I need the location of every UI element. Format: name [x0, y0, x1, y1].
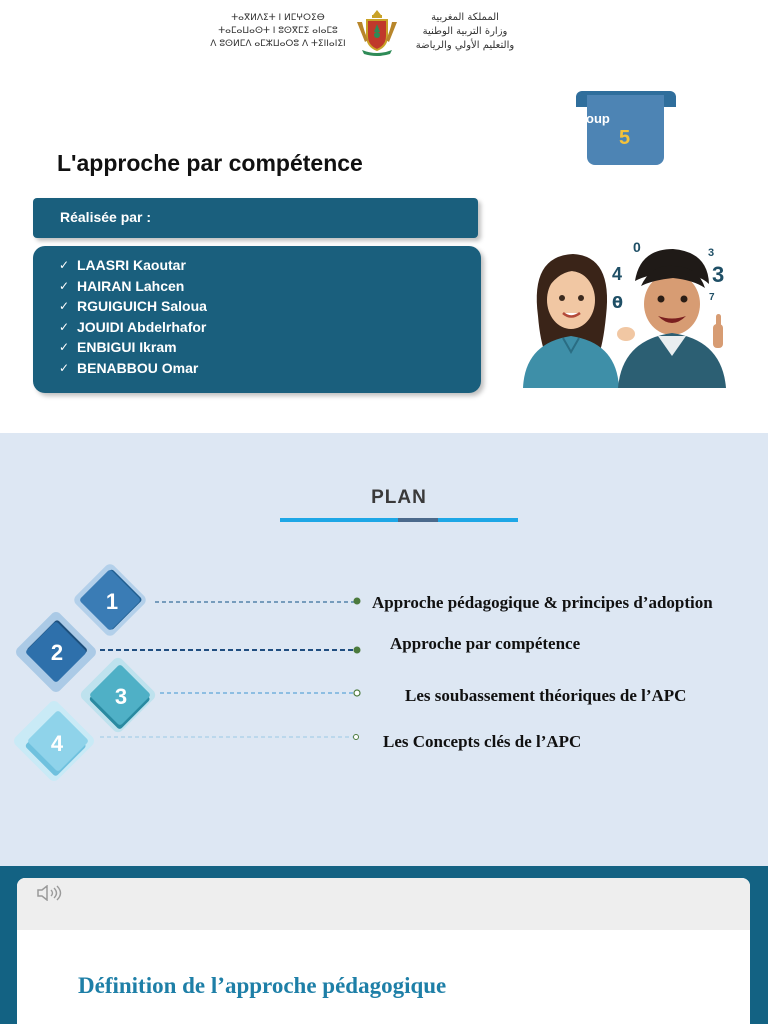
- speaker-muted-icon[interactable]: [36, 885, 62, 901]
- diamond-number: 1: [105, 589, 119, 614]
- coat-of-arms-icon: [354, 8, 400, 56]
- member-item: [59, 337, 207, 358]
- member-name: BENABBOU Omar: [77, 359, 199, 376]
- check-icon: ✓: [59, 340, 70, 355]
- plan-item-3: Les soubassement théoriques de l’APC: [405, 686, 687, 705]
- check-icon: ✓: [59, 258, 70, 273]
- plan-diamond-2: [14, 610, 99, 695]
- member-name: HAIRAN Lahcen: [77, 277, 185, 294]
- member-name: JOUIDI Abdelrhafor: [77, 318, 207, 335]
- member-item: [59, 296, 207, 317]
- arabic-header-text: [400, 11, 530, 53]
- ministry-header: [200, 8, 530, 58]
- arabic-line: وزارة التربية الوطنية: [422, 26, 508, 37]
- member-item: [59, 255, 207, 276]
- leader-dot: [354, 598, 361, 605]
- check-icon: ✓: [59, 299, 70, 314]
- member-name: ENBIGUI Ikram: [77, 339, 177, 356]
- tifinagh-line: ⵜⴰⵎⴰⵡⴰⵙⵜ ⵏ ⵓⵙⴳⵎⵉ ⴰⵏⴰⵎⵓ: [218, 26, 338, 36]
- plan-diamonds: [0, 553, 370, 793]
- diamond-number: 4: [50, 731, 64, 756]
- plan-diamond-3: [78, 655, 157, 734]
- group-number: 5: [619, 127, 631, 149]
- leader-dot: [354, 735, 359, 740]
- illustration-number: 4: [612, 264, 623, 284]
- plan-diamond-4: [12, 699, 97, 784]
- leader-dot: [354, 647, 361, 654]
- group-label: oup: [586, 111, 610, 126]
- card-toolbar: [17, 878, 750, 930]
- members-list: [59, 255, 207, 378]
- member-name: LAASRI Kaoutar: [77, 257, 186, 274]
- check-icon: ✓: [59, 278, 70, 293]
- slide-plan: [0, 433, 768, 866]
- member-name: RGUIGUICH Saloua: [77, 298, 207, 315]
- member-item: [59, 358, 207, 379]
- arabic-line: والتعليم الأولي والرياضة: [415, 40, 515, 51]
- tifinagh-line: ⵜⴰⴳⵍⴷⵉⵜ ⵏ ⵍⵎⵖⵔⵉⴱ: [231, 13, 325, 23]
- plan-item-2: Approche par compétence: [390, 634, 581, 653]
- definition-card: [17, 878, 750, 1024]
- plan-underline: [280, 518, 518, 522]
- leader-dot: [354, 690, 360, 696]
- definition-title: Définition de l’approche pédagogique: [78, 973, 447, 998]
- presentation-title: L'approche par compétence: [57, 150, 363, 176]
- slide-title-page: [0, 0, 768, 433]
- plan-item-4: Les Concepts clés de l’APC: [383, 732, 582, 751]
- group-tag: [576, 91, 676, 165]
- diamond-number: 3: [114, 684, 128, 709]
- illustration-number: 3: [712, 262, 725, 287]
- diamond-number: 2: [50, 640, 64, 665]
- check-icon: ✓: [59, 360, 70, 375]
- realisee-par-bar: [33, 198, 478, 238]
- member-item: [59, 317, 207, 338]
- plan-diamond-1: [72, 562, 148, 638]
- check-icon: ✓: [59, 319, 70, 334]
- member-item: [59, 276, 207, 297]
- realisee-par-label: Réalisée par :: [60, 209, 152, 225]
- members-list-box: [33, 246, 481, 393]
- illustration-number: θ: [612, 293, 623, 312]
- tifinagh-header-text: [208, 12, 348, 51]
- illustration-number: 0: [633, 239, 641, 255]
- students-illustration: [508, 236, 743, 388]
- slide-definition: [0, 866, 768, 1024]
- tifinagh-line: ⴷ ⵓⵙⵍⵎⴷ ⴰⵎⵣⵡⴰⵔⵓ ⴷ ⵜⵉⵏⵏⴰⵏⵉⵏ: [210, 39, 346, 49]
- plan-item-1: Approche pédagogique & principes d’adoption: [372, 593, 713, 612]
- illustration-number: 7: [709, 292, 715, 303]
- plan-title: PLAN: [371, 487, 427, 508]
- illustration-number: 3: [708, 247, 715, 259]
- arabic-line: المملكة المغربية: [431, 12, 499, 23]
